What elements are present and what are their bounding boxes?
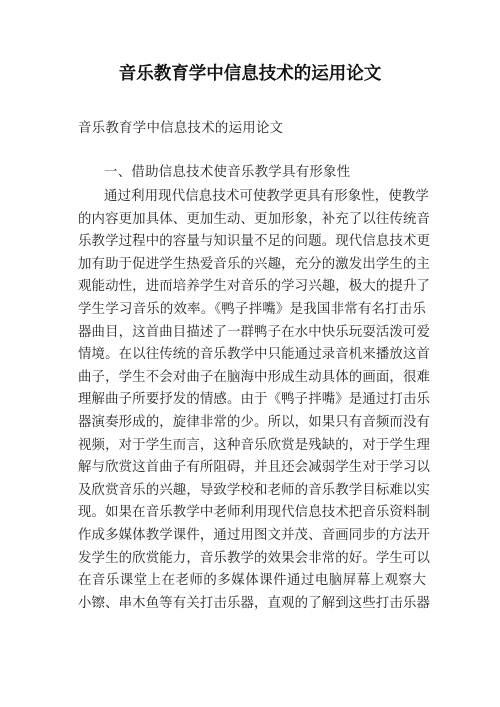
body-line: 加有助于促进学生热爱音乐的兴趣，充分的激发出学生的主 <box>78 256 431 272</box>
document-title: 音乐教育学中信息技术的运用论文 <box>118 64 382 84</box>
body-line: 情境。在以往传统的音乐教学中只能通过录音机来播放这首 <box>78 347 431 363</box>
body-paragraph <box>78 186 431 615</box>
document-subtitle: 音乐教育学中信息技术的运用论文 <box>78 121 284 136</box>
body-line: 通过利用现代信息技术可使教学更具有形象性，使教学 <box>104 189 429 204</box>
body-line: 发学生的欣赏能力，音乐教学的效果会非常的好。学生可以 <box>78 550 431 566</box>
body-line: 作成多媒体教学课件，通过用图文并茂、音画同步的方法开 <box>78 527 431 543</box>
body-line: 器演奏形成的，旋律非常的少。所以，如果只有音频而没有 <box>78 414 431 430</box>
body-line: 在音乐课堂上在老师的多媒体课件通过电脑屏幕上观察大 <box>78 573 426 589</box>
body-line: 的内容更加具体、更加生动、更加形象，补充了以往传统音 <box>78 211 431 227</box>
section-heading: 一、借助信息技术使音乐教学具有形象性 <box>104 165 351 180</box>
body-line: 器曲目，这首曲目描述了一群鸭子在水中快乐玩耍活泼可爱 <box>78 324 431 340</box>
body-line: 及欣赏音乐的兴趣，导致学校和老师的音乐教学目标难以实 <box>78 482 431 498</box>
body-line: 视频，对于学生而言，这种音乐欣赏是残缺的，对于学生理 <box>78 437 431 453</box>
body-line: 理解曲子所要抒发的情感。由于《鸭子拌嘴》是通过打击乐 <box>78 392 431 408</box>
body-line: 观能动性，进而培养学生对音乐的学习兴趣，极大的提升了 <box>78 279 431 295</box>
body-line: 现。如果在音乐教学中老师利用现代信息技术把音乐资料制 <box>78 505 431 521</box>
body-line: 乐教学过程中的容量与知识量不足的问题。现代信息技术更 <box>78 234 431 250</box>
body-line: 解与欣赏这首曲子有所阻碍，并且还会减弱学生对于学习以 <box>78 460 431 476</box>
body-line: 曲子，学生不会对曲子在脑海中形成生动具体的画面，很难 <box>78 369 431 385</box>
body-line: 小镲、串木鱼等有关打击乐器，直观的了解到这些打击乐器 <box>78 595 431 611</box>
body-line: 学生学习音乐的效率。《鸭子拌嘴》是我国非常有名打击乐 <box>78 301 426 317</box>
